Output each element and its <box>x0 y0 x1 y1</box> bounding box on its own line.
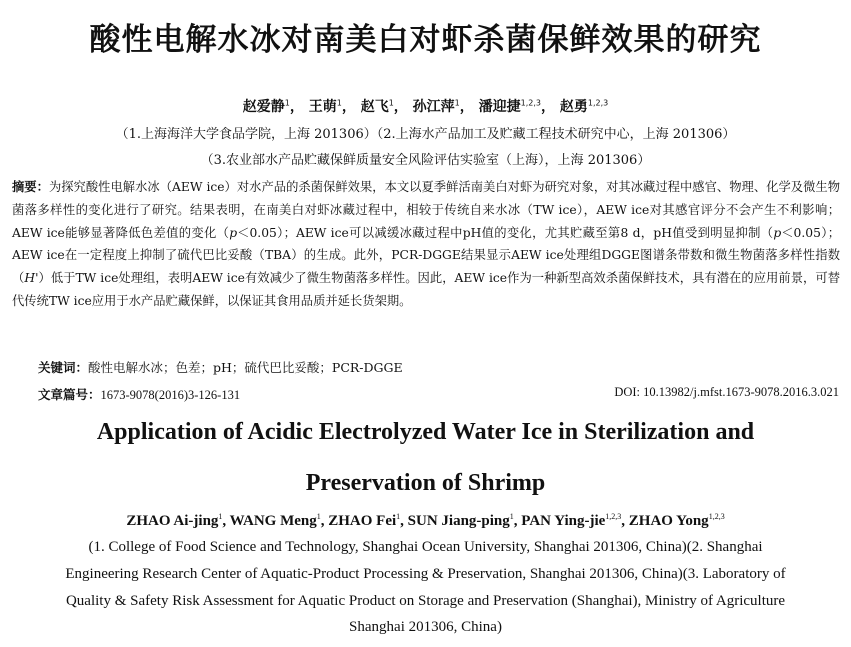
author-name: WANG Meng <box>229 513 317 529</box>
doi: DOI: 10.13982/j.mfst.1673-9078.2016.3.021 <box>614 385 839 399</box>
author-affiliation-mark: 1 <box>396 512 401 521</box>
keywords-text: 酸性电解水冰；色差；pH；硫代巴比妥酸；PCR-DGGE <box>88 360 403 375</box>
author-separator: ， <box>289 99 304 115</box>
english-affiliation-line: Quality & Safety Risk Assessment for Aquatic Product on Storage and Preservation (Shanghai), Ministry of Agriculture <box>65 593 786 609</box>
english-author-list <box>0 512 851 530</box>
abstract-text: ＜0.05）；AEW ice可以减缓冰藏过程中pH值的变化，尤其贮藏至第8 d，pH值受到明显抑制（ <box>237 225 774 240</box>
author-affiliation-mark: 1 <box>388 98 394 108</box>
author-affiliation-mark: 1 <box>336 98 342 108</box>
english-affiliation-line: Shanghai 201306, China) <box>349 619 502 635</box>
author-affiliation-mark: 1 <box>454 98 460 108</box>
author-name: SUN Jiang-ping <box>407 513 510 529</box>
abstract-label: 摘要： <box>12 180 49 194</box>
author-separator: ， <box>541 99 555 115</box>
author-affiliation-mark: 1 <box>218 512 223 521</box>
chinese-affiliation-line: （1.上海海洋大学食品学院，上海 201306）（2.上海水产品加工及贮藏工程技术研究中心，上海 201306） <box>115 127 736 142</box>
author-separator: , <box>320 513 329 529</box>
article-number <box>38 385 240 403</box>
author-affiliation-mark: 1 <box>509 512 514 521</box>
author-name: 孙江萍 <box>412 99 455 115</box>
abstract-text: ＜0.05）；AEW ice在一定程度上抑制了硫代巴比妥酸（TBA）的生成。此外，PCR-DGGE结果显示AEW ice处理组DGGE图谱条带数和微生物菌落多样性指数（ <box>12 225 840 286</box>
author-name: 王萌 <box>308 99 337 115</box>
chinese-title: 酸性电解水冰对南美白对虾杀菌保鲜效果的研究 <box>89 22 762 58</box>
author-affiliation-mark: 1 <box>284 98 290 108</box>
author-name: 赵勇 <box>559 99 588 115</box>
author-separator: , <box>222 513 230 529</box>
article-number-value: 1673-9078(2016)3-126-131 <box>100 388 241 402</box>
author-name: ZHAO Ai-jing <box>126 513 219 529</box>
chinese-keywords <box>38 358 403 376</box>
english-affiliation-line: (1. College of Food Science and Technology, Shanghai Ocean University, Shanghai 201306, China)(2. Shanghai <box>88 539 763 555</box>
abstract-text: ）低于TW ice处理组，表明AEW ice有效减少了微生物菌落多样性。因此，AEW ice作为一种新型高效杀菌保鲜技术，具有潜在的应用前景，可替代传统TW ice应用于水产品贮藏保鲜，以保证其食用品质并延长货架期。 <box>12 271 840 308</box>
author-separator: ， <box>393 99 408 115</box>
author-separator: ， <box>459 99 474 115</box>
author-affiliation-mark: 1,2,3 <box>708 512 725 521</box>
author-separator: ， <box>341 99 356 115</box>
abstract-italic-p: p <box>229 225 238 240</box>
author-affiliation-mark: 1,2,3 <box>587 98 609 108</box>
author-affiliation-mark: 1,2,3 <box>605 512 622 521</box>
author-name: 赵飞 <box>360 99 389 115</box>
english-title-line: Application of Acidic Electrolyzed Water Ice in Sterilization and <box>96 419 755 445</box>
chinese-affiliation-line: （3.农业部水产品贮藏保鲜质量安全风险评估实验室（上海），上海 201306） <box>200 153 651 168</box>
author-separator: , <box>621 513 629 529</box>
abstract-italic-p: p <box>773 225 782 240</box>
author-name: 赵爱静 <box>242 99 285 115</box>
author-affiliation-mark: 1 <box>316 512 321 521</box>
english-title-line: Preservation of Shrimp <box>305 470 546 496</box>
author-name: 潘迎捷 <box>478 99 521 115</box>
author-separator: , <box>400 513 408 529</box>
author-separator: , <box>513 513 522 529</box>
article-number-label: 文章篇号： <box>38 387 101 402</box>
abstract-text: 为探究酸性电解水冰（AEW ice）对水产品的杀菌保鲜效果，本文以夏季鲜活南美白对虾为研究对象，对其冰藏过程中感官、物理、化学及微生物菌落多样性的变化进行了研究。结果表明，在南美白对虾冰藏过程中，相较于传统自来水冰（TW ice），AEW ice对其感官评分不会产生不利影响；AEW ice能够显著降低色差值的变化（ <box>12 180 840 240</box>
author-name: PAN Ying-jie <box>521 513 606 529</box>
keywords-label: 关键词： <box>38 360 89 375</box>
abstract-italic-h: H' <box>24 271 39 286</box>
author-name: ZHAO Fei <box>328 513 397 529</box>
english-affiliation-line: Engineering Research Center of Aquatic-Product Processing & Preservation, Shanghai 201306, China)(3. Laboratory of <box>65 566 786 582</box>
author-affiliation-mark: 1,2,3 <box>520 98 541 108</box>
chinese-author-list <box>0 96 851 116</box>
chinese-abstract <box>12 176 840 313</box>
author-name: ZHAO Yong <box>628 513 709 529</box>
